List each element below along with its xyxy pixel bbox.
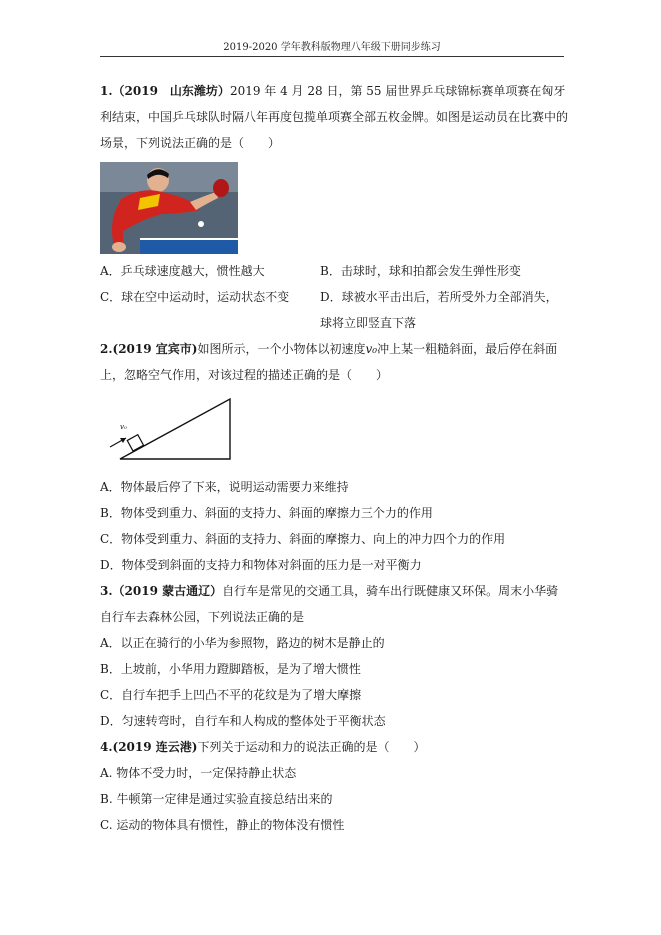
question-3	[100, 578, 570, 734]
question-stem: 自行车是常见的交通工具，骑车出行既健康又环保。周末小华骑自行车去森林公园，下列说法正确的是	[100, 584, 559, 624]
question-1	[100, 78, 570, 336]
question-number: 3.	[100, 584, 113, 598]
question-2-text	[100, 336, 570, 388]
table-tennis-player-illustration	[100, 162, 238, 254]
options-row-cd	[100, 284, 570, 336]
question-stem: 下列关于运动和力的说法正确的是（ ）	[197, 740, 426, 754]
option-c: C. 运动的物体具有惯性，静止的物体没有惯性	[100, 818, 345, 832]
question-list	[100, 78, 570, 838]
option-b: B．上坡前，小华用力蹬脚踏板，是为了增大惯性	[100, 662, 361, 676]
question-2	[100, 336, 570, 578]
option-a: A．以正在骑行的小华为参照物，路边的树木是静止的	[100, 636, 385, 650]
option-c: C．物体受到重力、斜面的支持力、斜面的摩擦力、向上的冲力四个力的作用	[100, 532, 506, 546]
table-tennis-player-photo	[100, 162, 238, 254]
initial-velocity-symbol: v₀	[365, 342, 378, 356]
option-a: A．乒乓球速度越大，惯性越大	[100, 264, 265, 278]
option-b: B．击球时，球和拍都会发生弹性形变	[320, 264, 521, 278]
incline-diagram	[100, 394, 570, 466]
page-header: 2019-2020 学年教科版物理八年级下册同步练习	[223, 42, 441, 53]
question-1-text	[100, 78, 570, 156]
question-3-text	[100, 578, 570, 630]
option-b: B. 牛顿第一定律是通过实验直接总结出来的	[100, 792, 333, 806]
incline-triangle	[120, 399, 230, 459]
question-stem: 2019 年 4 月 28 日，第 55 届世界乒乓球锦标赛单项赛在匈牙利结束，中国乒乓球队时隔八年再度包揽单项赛全部五枚金牌。如图是运动员在比赛中的场景，下列说法正确的是（ ）	[100, 84, 569, 150]
velocity-label: v₀	[120, 423, 127, 431]
question-stem: 如图所示，一个小物体以初速度	[197, 342, 366, 356]
option-c: C．球在空中运动时，运动状态不变	[100, 290, 290, 304]
block-on-incline	[127, 435, 143, 451]
option-d: D．物体受到斜面的支持力和物体对斜面的压力是一对平衡力	[100, 558, 422, 572]
option-b: B．物体受到重力、斜面的支持力、斜面的摩擦力三个力的作用	[100, 506, 433, 520]
option-d: D．匀速转弯时，自行车和人构成的整体处于平衡状态	[100, 714, 386, 728]
question-source: （2019 山东潍坊）	[112, 84, 230, 98]
question-4-text	[100, 734, 570, 760]
question-number: 2.	[100, 342, 113, 356]
question-4	[100, 734, 570, 838]
question-stem-continued: 冲上某一粗糙斜面，最后停在斜面上，忽略空气作用，对该过程的描述正确的是（ ）	[100, 342, 558, 382]
question-number: 1.	[100, 84, 113, 98]
option-d: D．球被水平击出后，若所受外力全部消失，球将立即竖直下落	[320, 290, 558, 330]
question-number: 4.	[100, 740, 113, 754]
options-row-ab	[100, 258, 570, 284]
header-divider	[100, 56, 564, 57]
question-source: （2019 蒙古通辽）	[112, 584, 223, 598]
option-a: A．物体最后停了下来，说明运动需要力来维持	[100, 480, 349, 494]
option-a: A. 物体不受力时，一定保持静止状态	[100, 766, 297, 780]
option-c: C．自行车把手上凹凸不平的花纹是为了增大摩擦	[100, 688, 362, 702]
question-source: (2019 连云港)	[112, 740, 198, 754]
question-source: (2019 宜宾市)	[112, 342, 198, 356]
incline-diagram-svg	[100, 394, 240, 466]
